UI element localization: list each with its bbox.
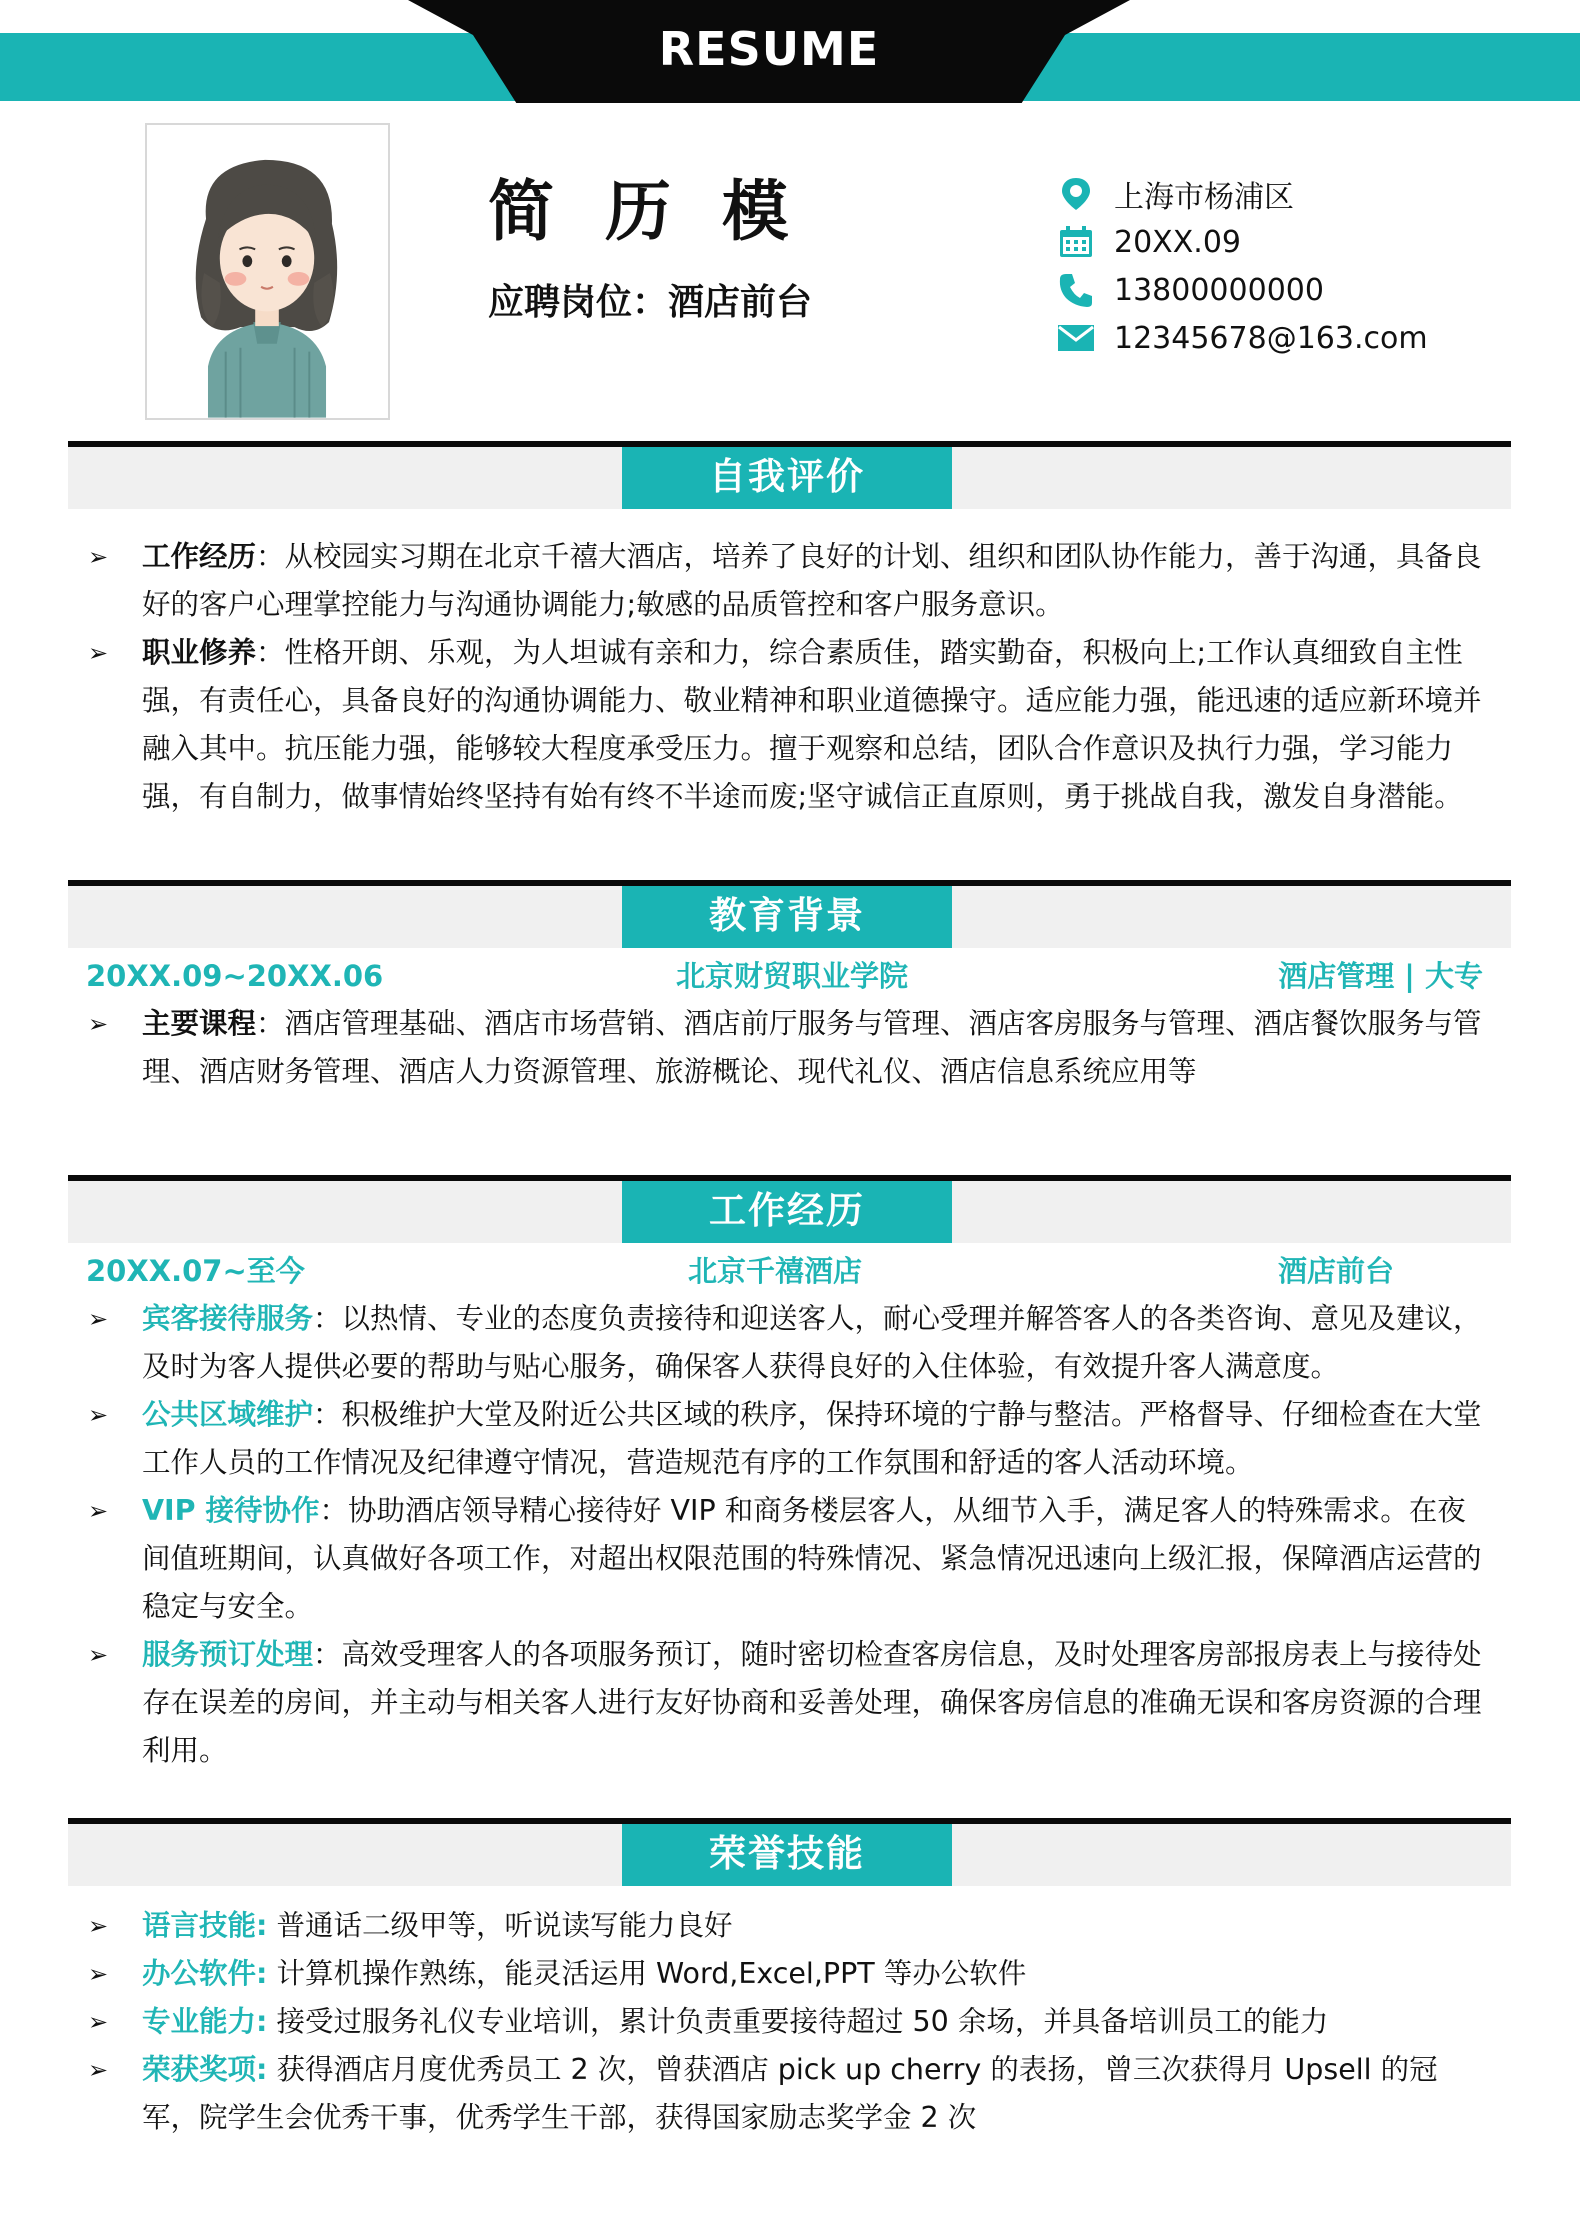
birth-text: 20XX.09 [1114, 224, 1241, 260]
item-label: 公共区域维护 [142, 1398, 314, 1431]
applied-position: 应聘岗位：酒店前台 [488, 282, 813, 323]
education-major: 酒店管理 | 大专 [1278, 959, 1483, 993]
arrow-bullet-icon: ➢ [88, 2056, 109, 2084]
section-header [68, 1175, 1511, 1243]
email-icon [1056, 318, 1096, 358]
arrow-bullet-icon: ➢ [88, 1912, 109, 1940]
list-item [68, 1000, 1511, 1096]
education-meta [68, 952, 1511, 1000]
item-label: 专业能力: [142, 2005, 268, 2038]
arrow-bullet-icon: ➢ [88, 543, 109, 571]
profile-photo [145, 123, 390, 420]
item-label: 职业修养 [142, 636, 257, 669]
contact-location [1056, 170, 1428, 218]
resume-name: 简 历 模 [488, 173, 802, 250]
location-pin-icon [1056, 174, 1096, 214]
list-item [68, 1902, 1511, 1950]
section-self-evaluation [68, 441, 1511, 821]
list-item [68, 629, 1511, 821]
arrow-bullet-icon: ➢ [88, 2008, 109, 2036]
email-text: 12345678@163.com [1114, 320, 1428, 356]
arrow-bullet-icon: ➢ [88, 1641, 109, 1669]
section-header [68, 441, 1511, 509]
item-label: 办公软件: [142, 1957, 268, 1990]
section-title: 自我评价 [622, 447, 952, 509]
list-item [68, 1998, 1511, 2046]
section-title: 工作经历 [622, 1181, 952, 1243]
item-text: ：以热情、专业的态度负责接待和迎送客人，耐心受理并解答客人的各类咨询、意见及建议，及时为客人提供必要的帮助与贴心服务，确保客人获得良好的入住体验，有效提升客人满意度。 [142, 1302, 1482, 1383]
item-label: 主要课程 [142, 1007, 257, 1040]
list-item [68, 1487, 1511, 1631]
list-item [68, 1295, 1511, 1391]
section-work-experience [68, 1175, 1511, 1775]
list-item [68, 2046, 1511, 2142]
list-item [68, 1631, 1511, 1775]
section-title: 教育背景 [622, 886, 952, 948]
list-item [68, 533, 1511, 629]
item-text: ：从校园实习期在北京千禧大酒店，培养了良好的计划、组织和团队协作能力，善于沟通，具备良好的客户心理掌控能力与沟通协调能力;敏感的品质管控和客户服务意识。 [142, 540, 1482, 621]
item-text: ：协助酒店领导精心接待好 VIP 和商务楼层客人，从细节入手，满足客人的特殊需求。在夜间值班期间，认真做好各项工作，对超出权限范围的特殊情况、紧急情况迅速向上级汇报，保障酒店运营的稳定与安全。 [142, 1494, 1482, 1623]
item-text: ：积极维护大堂及附近公共区域的秩序，保持环境的宁静与整洁。严格督导、仔细检查在大堂工作人员的工作情况及纪律遵守情况，营造规范有序的工作氛围和舒适的客人活动环境。 [142, 1398, 1482, 1479]
contact-email [1056, 314, 1428, 362]
item-label: VIP 接待协作 [142, 1494, 320, 1527]
arrow-bullet-icon: ➢ [88, 1497, 109, 1525]
work-period: 20XX.07~至今 [86, 1254, 305, 1288]
arrow-bullet-icon: ➢ [88, 1401, 109, 1429]
avatar-illustration [147, 125, 388, 418]
list-item [68, 1391, 1511, 1487]
item-text: ：性格开朗、乐观，为人坦诚有亲和力，综合素质佳，踏实勤奋，积极向上;工作认真细致自主性强，有责任心，具备良好的沟通协调能力、敬业精神和职业道德操守。适应能力强，能迅速的适应新环境并融入其中。抗压能力强，能够较大程度承受压力。擅于观察和总结，团队合作意识及执行力强，学习能力强，有自制力，做事情始终坚持有始有终不半途而废;坚守诚信正直原则，勇于挑战自我，激发自身潜能。 [142, 636, 1482, 813]
item-label: 宾客接待服务 [142, 1302, 314, 1335]
section-header [68, 1818, 1511, 1886]
item-text: ：酒店管理基础、酒店市场营销、酒店前厅服务与管理、酒店客房服务与管理、酒店餐饮服务与管理、酒店财务管理、酒店人力资源管理、旅游概论、现代礼仪、酒店信息系统应用等 [142, 1007, 1482, 1088]
arrow-bullet-icon: ➢ [88, 1010, 109, 1038]
section-header [68, 880, 1511, 948]
item-label: 荣获奖项: [142, 2053, 268, 2086]
work-company: 北京千禧酒店 [688, 1254, 863, 1288]
item-text: 接受过服务礼仪专业培训，累计负责重要接待超过 50 余场，并具备培训员工的能力 [267, 2005, 1329, 2038]
calendar-icon [1056, 222, 1096, 262]
item-text: 普通话二级甲等，听说读写能力良好 [267, 1909, 733, 1942]
contact-info [1056, 170, 1428, 362]
work-role: 酒店前台 [1278, 1254, 1395, 1288]
resume-title: RESUME [658, 22, 880, 76]
section-education [68, 880, 1511, 1096]
list-item [68, 1950, 1511, 1998]
contact-birth [1056, 218, 1428, 266]
item-text: ：高效受理客人的各项服务预订，随时密切检查客房信息，及时处理客房部报房表上与接待处存在误差的房间，并主动与相关客人进行友好协商和妥善处理，确保客房信息的准确无误和客房资源的合理利用。 [142, 1638, 1482, 1767]
section-honors-skills [68, 1818, 1511, 2142]
item-text: 获得酒店月度优秀员工 2 次，曾获酒店 pick up cherry 的表扬，曾三次获得月 Upsell 的冠军，院学生会优秀干事，优秀学生干部，获得国家励志奖学金 2 次 [142, 2053, 1438, 2134]
education-school: 北京财贸职业学院 [676, 959, 909, 993]
arrow-bullet-icon: ➢ [88, 1960, 109, 1988]
location-text: 上海市杨浦区 [1114, 180, 1294, 215]
contact-phone [1056, 266, 1428, 314]
item-label: 语言技能: [142, 1909, 268, 1942]
section-title: 荣誉技能 [622, 1824, 952, 1886]
phone-text: 13800000000 [1114, 272, 1324, 308]
work-meta [68, 1247, 1511, 1295]
item-label: 服务预订处理 [142, 1638, 314, 1671]
phone-icon [1056, 270, 1096, 310]
item-text: 计算机操作熟练，能灵活运用 Word,Excel,PPT 等办公软件 [267, 1957, 1027, 1990]
arrow-bullet-icon: ➢ [88, 639, 109, 667]
arrow-bullet-icon: ➢ [88, 1305, 109, 1333]
education-period: 20XX.09~20XX.06 [86, 959, 384, 993]
item-label: 工作经历 [142, 540, 257, 573]
